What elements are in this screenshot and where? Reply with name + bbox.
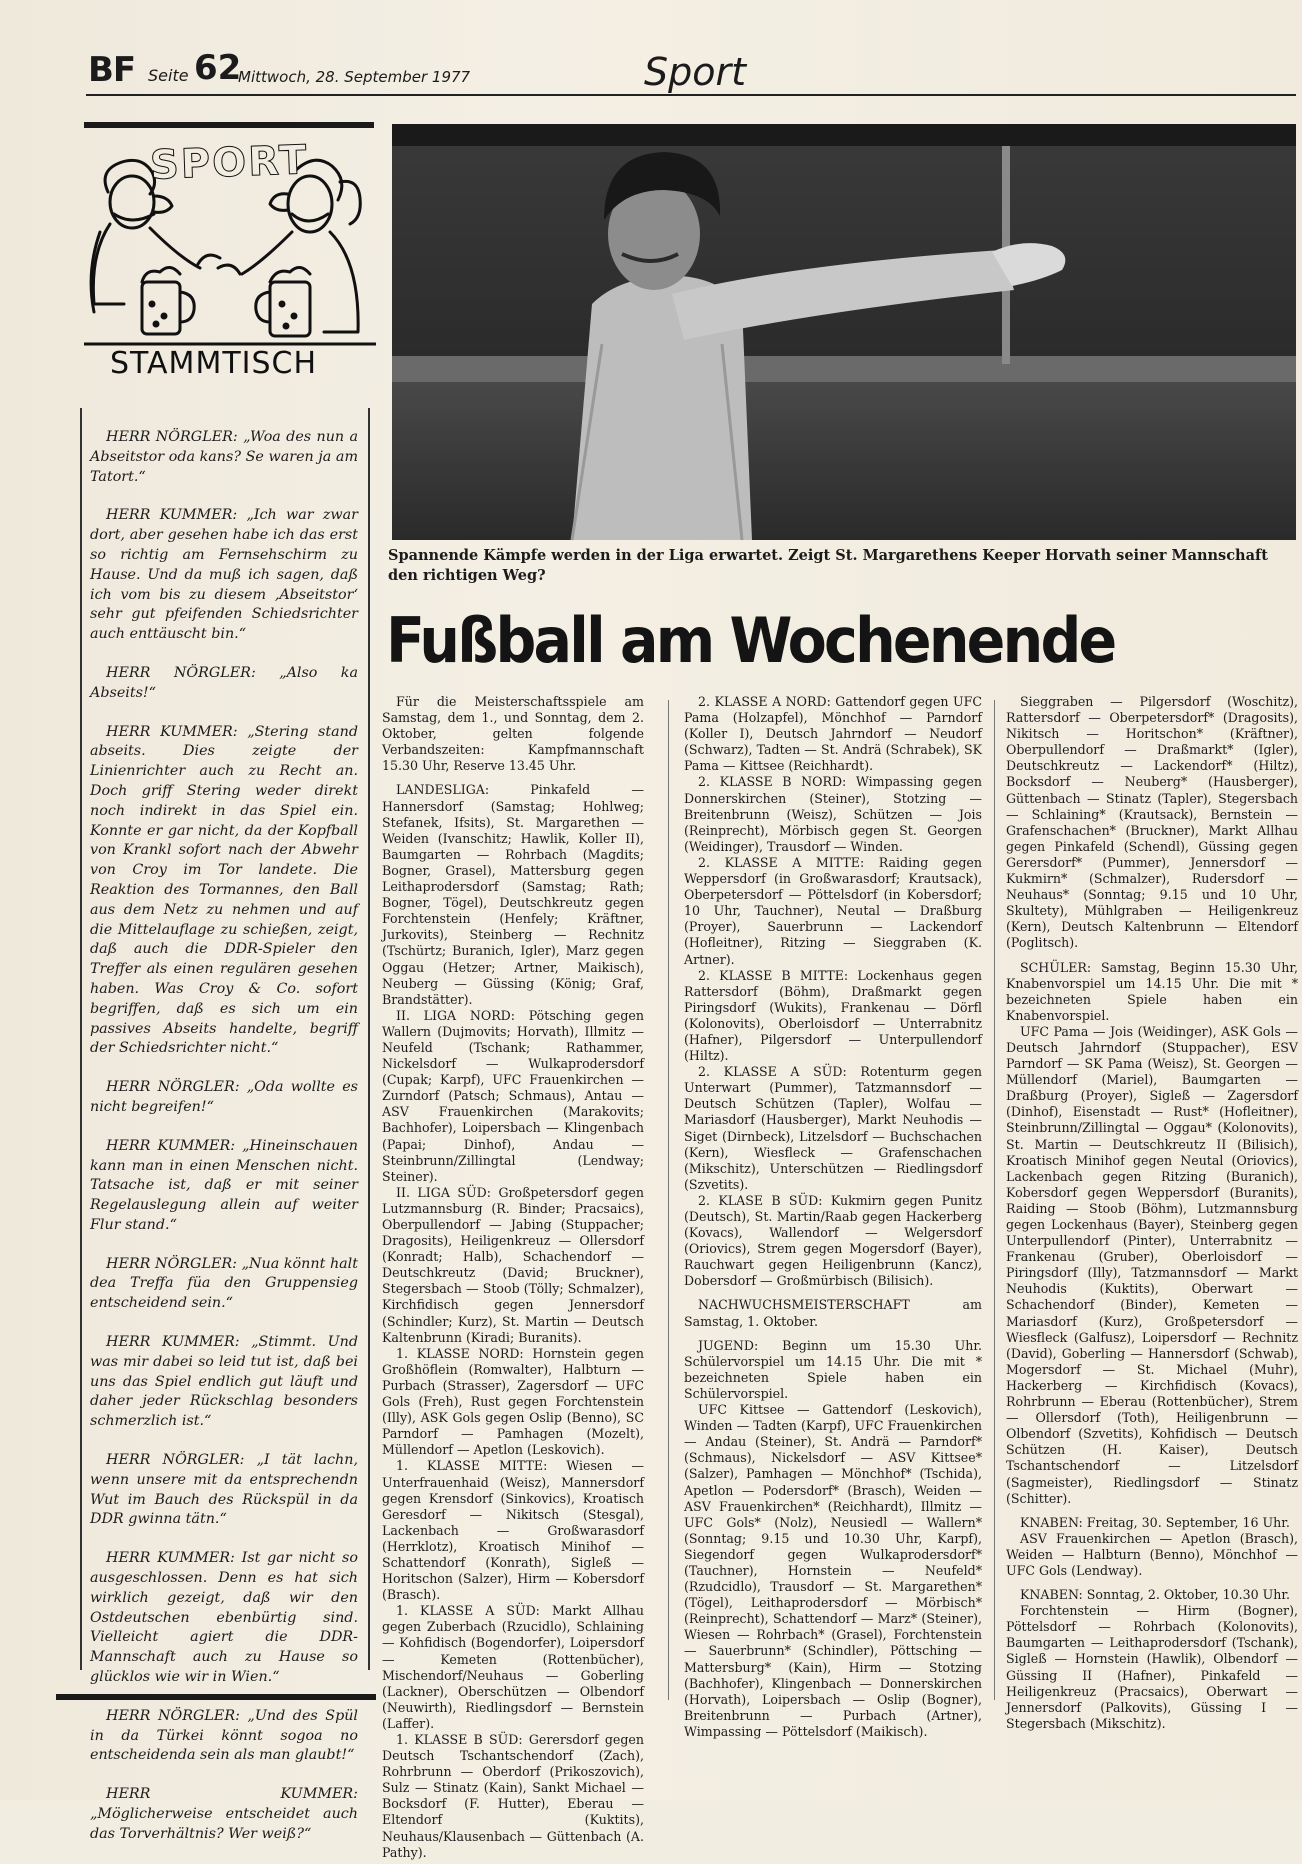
dialogue-line: HERR NÖRGLER: „Und des Spül in da Türkei könnt sogoa no entscheidenda sein als man glaubt!“ [90,1707,358,1764]
article-headline: Fußball am Wochenende [386,604,1115,677]
header-rule [86,94,1296,96]
left-column-bottom-rule [56,1694,376,1700]
article-paragraph: Für die Meisterschaftsspiele am Samstag, dem 1., und Sonntag, dem 2. Oktober, gelten folgende Verbandszeiten: Kampfmannschaft 15.30 Uhr, Reserve 13.45 Uhr. [382,694,644,774]
dialogue-line: HERR NÖRGLER: „Woa des nun a Abseitstor oda kans? Se waren ja am Tatort.“ [90,429,358,485]
article-paragraph: Sieggraben — Pilgersdorf (Woschitz), Rattersdorf — Oberpetersdorf* (Dragosits), Nikitsch — Horitschon* (Kräftner), Oberpullendorf — Draßmarkt* (Igler), Deutschkreutz — Lackendorf* (Hiltz), Bocksdorf — Neuberg* (Hausberger), Güttenbach — Stinatz (Tapler), Stegersbach — Schlaining* (Krautsack), Bernstein — Grafenschachen* (Bruckner), Markt Allhau gegen Pinkafeld (Schendl), Güssing gegen Gerersdorf* (Pummer), Jennersdorf — Kukmirn* (Schmalzer), Rudersdorf — Neuhaus* (Sonntag; 9.15 und 10 Uhr, Skultety), Mühlgraben — Heiligenkreuz (Kern), Deutsch Kaltenbrunn — Eltendorf (Poglitsch). [1006,694,1298,951]
article-paragraph: SCHÜLER: Samstag, Beginn 15.30 Uhr, Knabenvorspiel um 14.15 Uhr. Die mit * bezeichneten Spiele haben ein Knabenvorspiel. [1006,959,1298,1023]
article-paragraph: Forchtenstein — Hirm (Bogner), Pöttelsdorf — Rohrbach (Kolonovits), Baumgarten — Leithaprodersdorf (Tschank), Sigleß — Hornstein (Hawlik), Olbendorf — Güssing II (Hafner), Pinkafeld — Heiligenkreuz (Pracsaics), Oberwart — Jennersdorf (Palkovits), Güssing I — Stegersbach (Mikschitz). [1006,1603,1298,1731]
cartoon-subtitle: STAMMTISCH [110,346,318,381]
dialogue-line: HERR NÖRGLER: „Nua könnt halt dea Treffa füa den Gruppensieg entscheidend sein.“ [90,1255,358,1312]
article-paragraph: 2. KLASSE B MITTE: Lockenhaus gegen Rattersdorf (Böhm), Draßmarkt gegen Piringsdorf (Wukits), Frankenau — Dörfl (Kolonovits), Oberloisdorf — Unterrabnitz (Hafner), Pilgersdorf — Unterpullendorf (Hiltz). [684,967,982,1064]
article-paragraph: ASV Frauenkirchen — Apetlon (Brasch), Weiden — Halbturn (Benno), Mönchhof — UFC Gols (Lendway). [1006,1530,1298,1578]
article-paragraph: LANDESLIGA: Pinkafeld — Hannersdorf (Samstag; Hohlweg; Stefanek, Ifsits), St. Margarethen — Weiden (Ivanschitz; Hawlik, Koller II), Baumgarten — Rohrbach (Magdits; Bogner, Grasel), Mattersburg gegen Leithaprodersdorf (Samstag; Rath; Bogner, Tögel), Deutschkreutz gegen Forchtenstein (Henfely; Kräftner, Jurkovits), Steinberg — Rechnitz (Tschürtz; Buranich, Igler), Marz gegen Oggau (Hetzer; Artner, Maikisch), Neuberg — Güssing (König; Graf, Brandstätter). [382,782,644,1007]
article-paragraph: 1. KLASSE A SÜD: Markt Allhau gegen Zuberbach (Rzucidlo), Schlaining — Kohfidisch (Bogendorfer), Loipersdorf — Kemeten (Rottenbücher), Mischendorf/Neuhaus — Goberling (Lackner), Oberschützen — Olbendorf (Neuwirth), Riedlingsdorf — Bernstein (Laffer). [382,1603,644,1731]
paper-logo: BF [88,50,136,90]
article-column-3 [1006,694,1298,1732]
cartoon-title: SPORT [149,137,310,189]
column-divider [994,700,995,1700]
dialogue-line: HERR KUMMER: „Möglicherweise entscheidet auch das Torverhältnis? Wer weiß?“ [90,1786,358,1842]
article-paragraph: II. LIGA SÜD: Großpetersdorf gegen Lutzmannsburg (R. Binder; Pracsaics), Oberpullendorf — Jabing (Stuppacher; Dragosits), Heiligenkreuz — Ollersdorf (Konradt; Halb), Schachendorf — Deutschkreutz (David; Bruckner), Stegersbach — Stoob (Tölly; Schmalzer), Kirchfidisch gegen Jennersdorf (Schindler; Kurz), St. Martin — Deutsch Kaltenbrunn (Kiradi; Buranits). [382,1184,644,1345]
photo-caption: Spannende Kämpfe werden in der Liga erwartet. Zeigt St. Margarethens Keeper Horvath seiner Mannschaft den richtigen Weg? [388,547,1268,584]
article-paragraph: UFC Kittsee — Gattendorf (Leskovich), Winden — Tadten (Karpf), UFC Frauenkirchen — Andau (Steiner), St. Andrä — Parndorf* (Schmaus), Nickelsdorf — ASV Kittsee* (Salzer), Pamhagen — Mönchhof* (Tschida), Apetlon — Podersdorf* (Brasch), Weiden — ASV Frauenkirchen* (Reichhardt), Illmitz — UFC Gols* (Nolz), Neusiedl — Wallern* (Sonntag; 9.15 und 10.30 Uhr, Karpf), Siegendorf gegen Wulkaprodersdorf* (Tauchner), Hornstein — Neufeld* (Rzudcidlo), Trausdorf — St. Margarethen* (Tögel), Leithaprodersdorf — Mörbisch* (Reinprecht), Schattendorf — Marz* (Steiner), Wiesen — Rohrbach* (Grasel), Forchtenstein — Sauerbrunn* (Schindler), Pöttsching — Mattersburg* (Kain), Hirm — Stotzing (Bachhofer), Klingenbach — Donnerskirchen (Horvath), Loipersbach — Oslip (Bogner), Breitenbrunn — Purbach (Artner), Wimpassing — Pöttelsdorf (Maikisch). [684,1402,982,1739]
article-paragraph: 2. KLASSE B NORD: Wimpassing gegen Donnerskirchen (Steiner), Stotzing — Breitenbrunn (Weisz), Schützen — Jois (Reinprecht), Mörbisch gegen St. Georgen (Weidinger), Trausdorf — Winden. [684,774,982,854]
issue-date: Mittwoch, 28. September 1977 [238,68,471,86]
column-divider [668,700,669,1700]
dialogue-line: HERR NÖRGLER: „Also ka Abseits!“ [90,664,358,701]
article-paragraph: 2. KLASE B SÜD: Kukmirn gegen Punitz (Deutsch), St. Martin/Raab gegen Hackerberg (Kovacs), Wallendorf — Welgersdorf (Oriovics), Strem gegen Mogersdorf (Bayer), Rauchwart gegen Heiligenbrunn (Kancz), Dobersdorf — Großmürbisch (Bilisich). [684,1192,982,1289]
dialogue-line: HERR KUMMER: „Stering stand abseits. Dies zeigte der Linienrichter auch zu Recht an. Doch griff Stering weder direkt noch indirekt in das Spiel ein. Konnte er gar nicht, da der Kopfball von Krankl sofort nach der Abwehr von Croy im Tor landete. Die Reaktion des Tormannes, den Ball aus dem Netz zu nehmen und auf die Mittelauflage zu schießen, zeigt, daß auch die DDR-Spieler den Treffer als einen regulären gesehen haben. Was Croy & Co. sofort begriffen, daß es sich um ein passives Abseits handelte, begriff der Schiedsrichter nicht.“ [90,723,358,1057]
goalkeeper-photo [392,124,1296,540]
article-paragraph: UFC Pama — Jois (Weidinger), ASK Gols — Deutsch Jahrndorf (Stuppacher), ESV Parndorf — SK Pama (Weisz), St. Georgen — Müllendorf (Mariel), Baumgarten — Draßburg (Proyer), Sigleß — Zagersdorf (Dinhof), Eisenstadt — Rust* (Hofleitner), Steinbrunn/Zillingtal — Oggau* (Kolonovits), St. Martin — Deutschkreutz II (Bilisich), Kroatisch Minihof gegen Neutal (Oriovics), Lackenbach gegen Ritzing (Buranich), Kobersdorf gegen Weppersdorf (Buranits), Raiding — Stoob (Böhm), Lutzmannsburg gegen Lockenhaus (Bayer), Steinberg gegen Unterpullendorf (Pinter), Unterrabnitz — Frankenau (Gruber), Oberloisdorf — Piringsdorf (Illy), Tatzmannsdorf — Markt Neuhodis (Kuktits), Oberwart — Schachendorf (Binder), Kemeten — Mariasdorf (Kurz), Großpetersdorf — Wiesfleck (Galfusz), Loipersdorf — Rechnitz (David), Goberling — Hannersdorf (Schwab), Mogersdorf — St. Michael (Muhr), Hackerberg — Kirchfidisch (Kovacs), Rohrbrunn — Eberau (Rottenbücher), Strem — Ollersdorf (Toth), Heiligenbrunn — Olbendorf (Szvetits), Kohfidisch — Deutsch Schützen (H. Kaiser), Deutsch Tschantschendorf — Litzelsdorf (Sagmeister), Riedlingsdorf — Stinatz (Schitter). [1006,1023,1298,1506]
article-paragraph: II. LIGA NORD: Pötsching gegen Wallern (Dujmovits; Horvath), Illmitz — Neufeld (Tschank; Rathammer, Nickelsdorf — Wulkaprodersdorf (Cupak; Karpf), UFC Frauenkirchen — Zurndorf (Patsch; Schmaus), Antau — ASV Frauenkirchen (Marakovits; Bachhofer), Loipersbach — Klingenbach (Papai; Dinhof), Andau — Steinbrunn/Zillingtal (Lendway; Steiner). [382,1007,644,1184]
article-paragraph: KNABEN: Freitag, 30. September, 16 Uhr. [1020,1514,1290,1530]
section-title: Sport [644,50,747,94]
left-column-top-rule [84,122,374,128]
dialogue-line: HERR NÖRGLER: „Oda wollte es nicht begreifen!“ [90,1079,358,1115]
article-paragraph: KNABEN: Sonntag, 2. Oktober, 10.30 Uhr. [1020,1587,1291,1603]
dialogue-line: HERR KUMMER: Ist gar nicht so ausgeschlossen. Denn es hat sich wirklich gezeigt, daß wir den Ostdeutschen ebenbürtig sind. Vielleicht agiert die DDR-Mannschaft auch zu Hause so glücklos wie wir in Wien.“ [90,1550,358,1686]
stammtisch-dialogue [90,428,358,1864]
page-header [88,46,1288,96]
article-column-1 [382,694,644,1861]
dialogue-line: HERR NÖRGLER: „I tät lachn, wenn unsere mit da entsprechendn Wut im Bauch des Rückspül in da DDR gwinna tätn.“ [90,1452,358,1528]
article-paragraph: NACHWUCHSMEISTERSCHAFT am Samstag, 1. Oktober. [684,1297,982,1329]
page-number: 62 [194,48,242,88]
article-paragraph: 2. KLASSE A NORD: Gattendorf gegen UFC Pama (Holzapfel), Mönchhof — Parndorf (Koller I), Deutsch Jahrndorf — Neudorf (Schwarz), Tadten — St. Andrä (Schrabek), SK Pama — Kittsee (Reichhardt). [684,694,982,774]
article-paragraph: 2. KLASSE A SÜD: Rotenturm gegen Unterwart (Pummer), Tatzmannsdorf — Deutsch Schützen (Tapler), Wolfau — Mariasdorf (Hausberger), Markt Neuhodis — Siget (Dirnbeck), Litzelsdorf — Buchschachen (Kern), Wiesfleck — Grafenschachen (Mikschitz), Unterschützen — Riedlingsdorf (Szvetits). [684,1064,982,1192]
dialogue-line: HERR KUMMER: „Ich war zwar dort, aber gesehen habe ich das erst so richtig am Fernsehschirm zu Hause. Und da muß ich sagen, daß ich vom bis zu diesem ‚Abseitstor‘ sehr gut pfeifenden Schiedsrichter auch enttäuscht bin.“ [90,507,358,643]
article-paragraph: JUGEND: Beginn um 15.30 Uhr. Schülervorspiel um 14.15 Uhr. Die mit * bezeichneten Spiele haben ein Schülervorspiel. [684,1337,982,1401]
dialogue-line: HERR KUMMER: „Hineinschauen kann man in einen Menschen nicht. Tatsache ist, daß er mit seiner Regelauslegung allein auf weiter Flur stand.“ [90,1137,358,1233]
article-column-2 [684,694,982,1740]
article-paragraph: 2. KLASSE A MITTE: Raiding gegen Weppersdorf (in Großwarasdorf; Krautsack), Oberpetersdorf — Pöttelsdorf (in Kobersdorf; 10 Uhr, Tauchner), Neutal — Draßburg (Proyer), Sauerbrunn — Lackendorf (Hofleitner), Ritzing — Sieggraben (K. Artner). [684,854,982,967]
article-paragraph: 1. KLASSE MITTE: Wiesen — Unterfrauenhaid (Weisz), Mannersdorf gegen Krensdorf (Sinkovics), Kroatisch Geresdorf — Nikitsch (Stesgal), Lackenbach — Großwarasdorf (Herrklotz), Kroatisch Minihof — Schattendorf (Konrath), Sigleß — Horitschon (Salzer), Hirm — Kobersdorf (Brasch). [382,1458,644,1603]
article-paragraph: 1. KLASSE B SÜD: Gerersdorf gegen Deutsch Tschantschendorf (Zach), Rohrbrunn — Oberdorf (Prikoszovich), Sulz — Stinatz (Kain), Sankt Michael — Bocksdorf (F. Hutter), Eberau — Eltendorf (Kuktits), Neuhaus/Klausenbach — Güttenbach (A. Pathy). [382,1732,644,1860]
seite-label: Seite [148,66,189,85]
dialogue-line: HERR KUMMER: „Stimmt. Und was mir dabei so leid tut ist, daß bei uns das Spiel endlich gut läuft und daher jeder Rückschlag besonders schmerzlich ist.“ [90,1334,358,1430]
article-paragraph: 1. KLASSE NORD: Hornstein gegen Großhöflein (Romwalter), Halbturn — Purbach (Strasser), Zagersdorf — UFC Gols (Freh), Rust gegen Forchtenstein (Illy), ASK Gols gegen Oslip (Benno), SC Parndorf — Pamhagen (Mozelt), Müllendorf — Apetlon (Leskovich). [382,1345,644,1458]
